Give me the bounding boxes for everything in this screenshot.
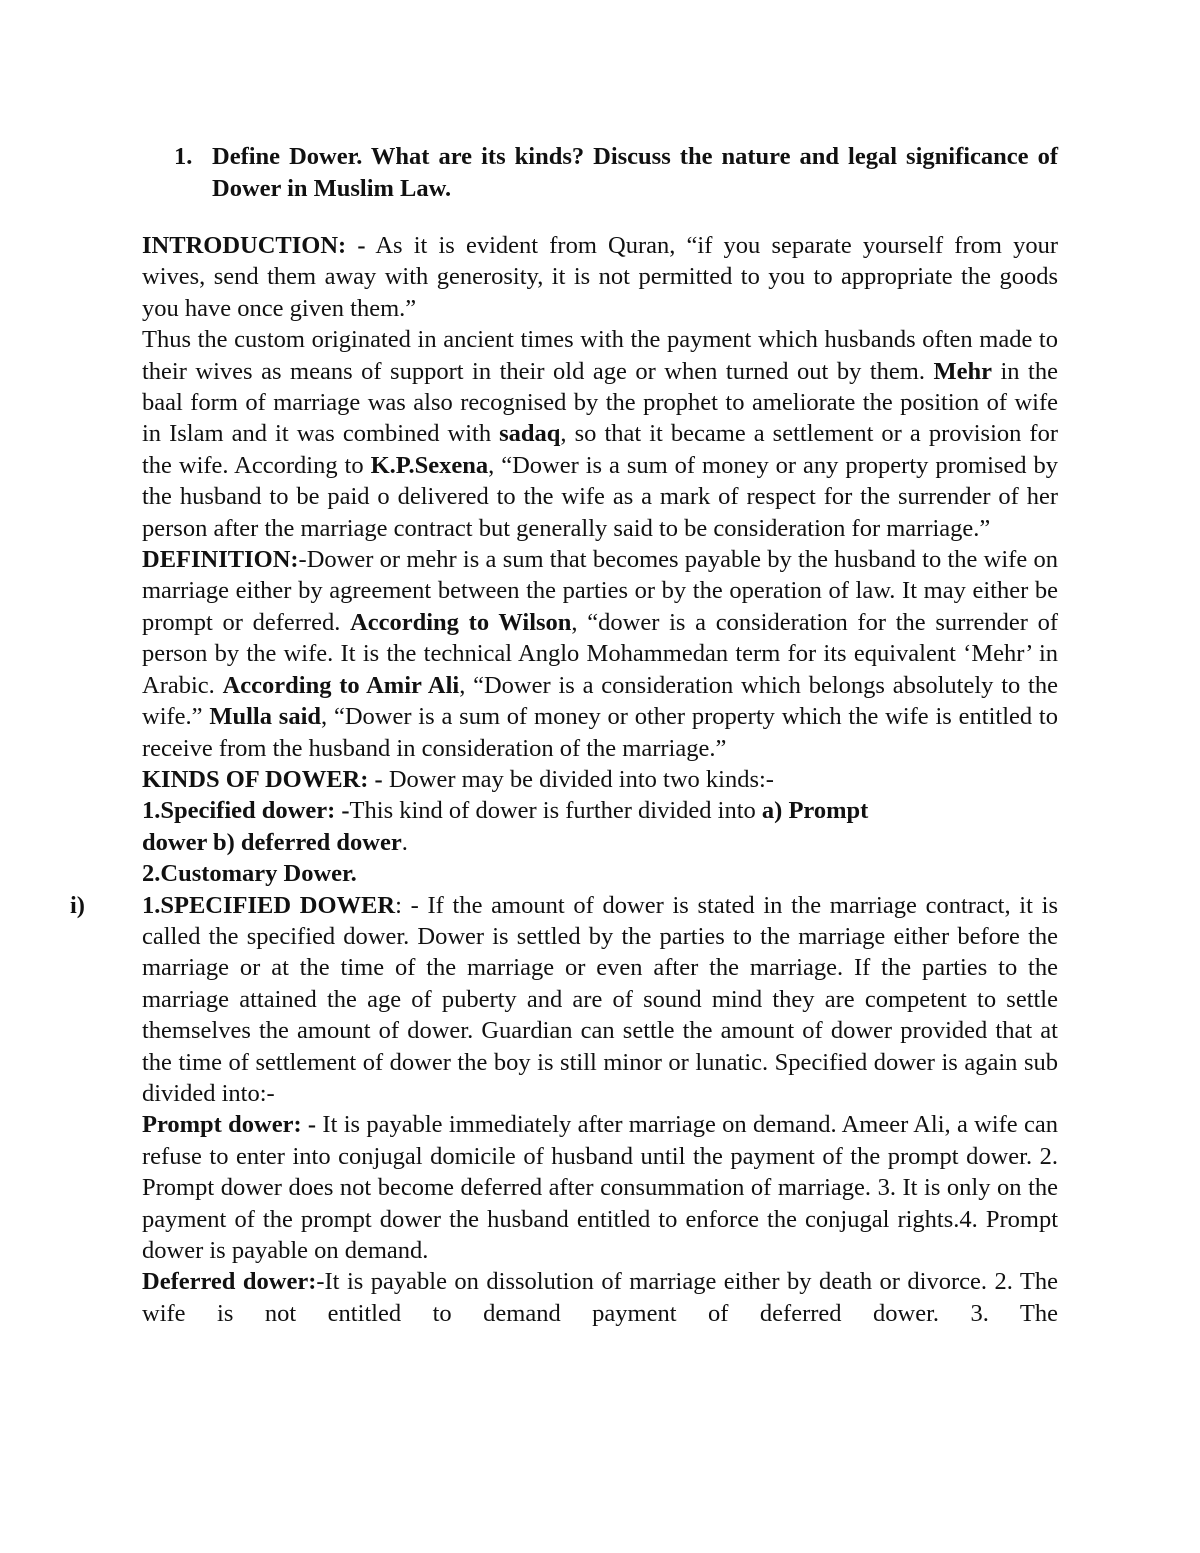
deferred-kind-label: dower b) deferred dower: [142, 828, 402, 856]
definition-label: DEFINITION:: [142, 546, 299, 574]
specified-kind-line: [142, 795, 1058, 858]
customary-kind-label: 2.Customary Dower.: [142, 860, 357, 888]
deferred-dower-text: -It is payable on dissolution of marriage either by death or divorce. 2. The wife is not entitled to demand payment of deferred dower. 3. The: [142, 1268, 1058, 1327]
customary-kind-line: [142, 858, 1058, 889]
definition-text-4: , “Dower is a sum of money or other property which the wife is entitled to receive from the husband in consideration of the marriage.”: [142, 703, 1058, 762]
deferred-dower-paragraph: [142, 1266, 1058, 1329]
author-amir-ali: According to Amir Ali: [222, 671, 460, 699]
kinds-period: .: [401, 828, 408, 856]
author-mulla: Mulla said: [209, 703, 322, 731]
introduction-text: As it is evident from Quran, “if you separate yourself from your wives, send them away with generosity, it is not permitted to you to appropriate the goods you have once given them.”: [142, 232, 1059, 322]
author-wilson: According to Wilson: [350, 608, 572, 636]
document-body: [70, 230, 1059, 1329]
prompt-dower-paragraph: [142, 1109, 1058, 1266]
list-marker-i: i): [70, 891, 85, 919]
kinds-text: Dower may be divided into two kinds:-: [382, 765, 774, 793]
introduction-paragraph: [142, 230, 1058, 324]
prompt-kind-label: a) Prompt: [761, 797, 869, 825]
custom-text-2: in the baal form of marriage was also recognised by the prophet to ameliorate the position of wife in Islam and it was combined with: [142, 357, 1058, 448]
prompt-dower-label: Prompt dower: -: [142, 1111, 317, 1139]
question-heading: [174, 141, 1058, 205]
deferred-dower-label: Deferred dower:: [142, 1268, 317, 1296]
specified-dower-separator: : -: [395, 891, 428, 919]
definition-text-2: , “dower is a consideration for the surrender of person by the wife. It is the technical Anglo Mohammedan term for its equivalent ‘Mehr’ in Arabic.: [142, 608, 1059, 699]
custom-text-1: Thus the custom originated in ancient times with the payment which husbands often made to their wives as means of support in their old age or when turned out by them.: [142, 326, 1058, 385]
definition-text-1: -Dower or mehr is a sum that becomes payable by the husband to the wife on marriage either by agreement between the parties or by the operation of law. It may either be prompt or deferred.: [142, 546, 1058, 636]
specified-dower-label: 1.SPECIFIED DOWER: [142, 891, 396, 919]
custom-text-4: , “Dower is a sum of money or any property promised by the husband to be paid o delivered to the wife as a mark of respect for the surrender of her person after the marriage contract but generally said to be consideration for marriage.”: [142, 451, 1059, 542]
kinds-paragraph: [142, 764, 1058, 795]
author-sexena: K.P.Sexena: [370, 451, 489, 479]
kinds-label: KINDS OF DOWER: -: [142, 765, 383, 793]
question-number: 1.: [174, 143, 193, 170]
custom-text-3: , so that it became a settlement or a provision for the wife. According to: [142, 420, 1058, 479]
specified-kind-text: This kind of dower is further divided into: [349, 797, 762, 825]
term-sadaq: sadaq: [499, 420, 561, 448]
specified-dower-paragraph: [70, 890, 1058, 1110]
term-mehr: Mehr: [933, 357, 992, 385]
question-text: Define Dower. What are its kinds? Discuss the nature and legal significance of Dower in Muslim Law.: [212, 143, 1058, 202]
custom-paragraph: [142, 324, 1058, 544]
specified-dower-text: If the amount of dower is stated in the marriage contract, it is called the specified dower. Dower is settled by the parties to the marriage either before the marriage or at the time of the marriage or even after the marriage. If the parties to the marriage attained the age of puberty and are of sound mind they are competent to settle themselves the amount of dower. Guardian can settle the amount of dower provided that at the time of settlement of dower the boy is still minor or lunatic. Specified dower is again sub divided into:-: [142, 891, 1058, 1107]
definition-paragraph: [142, 544, 1058, 764]
specified-kind-label: 1.Specified dower: -: [142, 797, 350, 825]
prompt-dower-text: It is payable immediately after marriage on demand. Ameer Ali, a wife can refuse to enter into conjugal domicile of husband until the payment of the prompt dower. 2. Prompt dower does not become deferred after consummation of marriage. 3. It is only on the payment of the prompt dower the husband entitled to enforce the conjugal rights.4. Prompt dower is payable on demand.: [142, 1111, 1058, 1264]
introduction-label: INTRODUCTION: -: [142, 232, 366, 259]
definition-text-3: , “Dower is a consideration which belongs absolutely to the wife.”: [142, 671, 1058, 731]
